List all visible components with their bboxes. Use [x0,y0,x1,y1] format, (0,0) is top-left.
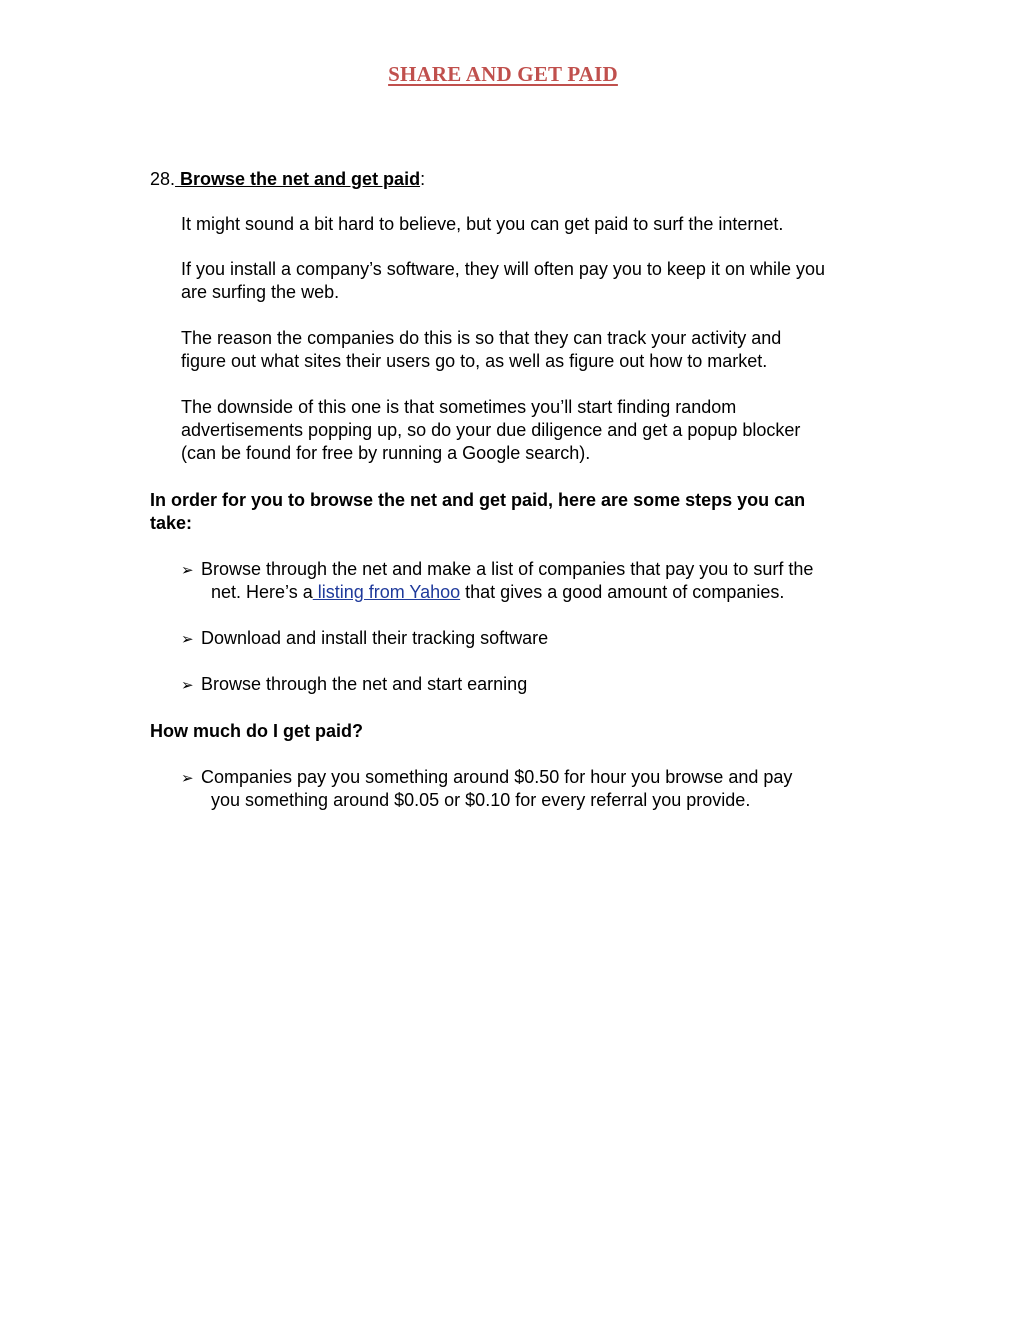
paragraph-4-line-2: advertisements popping up, so do your due diligence and get a popup blocker [181,420,801,440]
step-1-text-after: that gives a good amount of companies. [460,582,785,602]
section-number: 28. [150,169,176,189]
paragraph-2-line-1: If you install a company’s software, they will often pay you to keep it on while you [181,259,826,279]
paragraph-1-line-1: It might sound a bit hard to believe, but you can get paid to surf the internet. [181,214,784,234]
steps-heading-line-1: In order for you to browse the net and get paid, here are some steps you can [150,490,806,510]
paragraph-2-line-2: are surfing the web. [181,282,340,302]
list-item [181,627,548,651]
step-2-text: Download and install their tracking software [201,628,549,648]
paragraph-4-line-3: (can be found for free by running a Google search). [181,443,591,463]
arrow-bullet-icon: ➢ [181,676,194,694]
steps-heading-line-2: take: [150,513,193,533]
step-1-line-1: Browse through the net and make a list of companies that pay you to surf the [201,559,814,579]
section-title: Browse the net and get paid [175,169,421,189]
arrow-bullet-icon: ➢ [181,630,194,648]
yahoo-listing-link[interactable]: listing from Yahoo [312,582,461,602]
pay-item-line-2: you something around $0.05 or $0.10 for every referral you provide. [211,790,751,810]
arrow-bullet-icon: ➢ [181,561,194,579]
step-3-text: Browse through the net and start earning [201,674,528,694]
pay-heading: How much do I get paid? [150,721,363,741]
step-1-text-before: net. Here’s a [211,582,313,602]
list-item [181,558,813,582]
page-title: SHARE AND GET PAID [388,62,618,86]
list-item [181,766,792,790]
pay-item-line-1: Companies pay you something around $0.50 for hour you browse and pay [201,767,793,787]
section-heading [150,168,425,191]
step-1-line-2 [211,581,784,604]
paragraph-3-line-1: The reason the companies do this is so that they can track your activity and [181,328,782,348]
arrow-bullet-icon: ➢ [181,769,194,787]
paragraph-3-line-2: figure out what sites their users go to, as well as figure out how to market. [181,351,768,371]
section-colon: : [420,169,426,189]
list-item [181,673,527,697]
paragraph-4-line-1: The downside of this one is that sometimes you’ll start finding random [181,397,737,417]
